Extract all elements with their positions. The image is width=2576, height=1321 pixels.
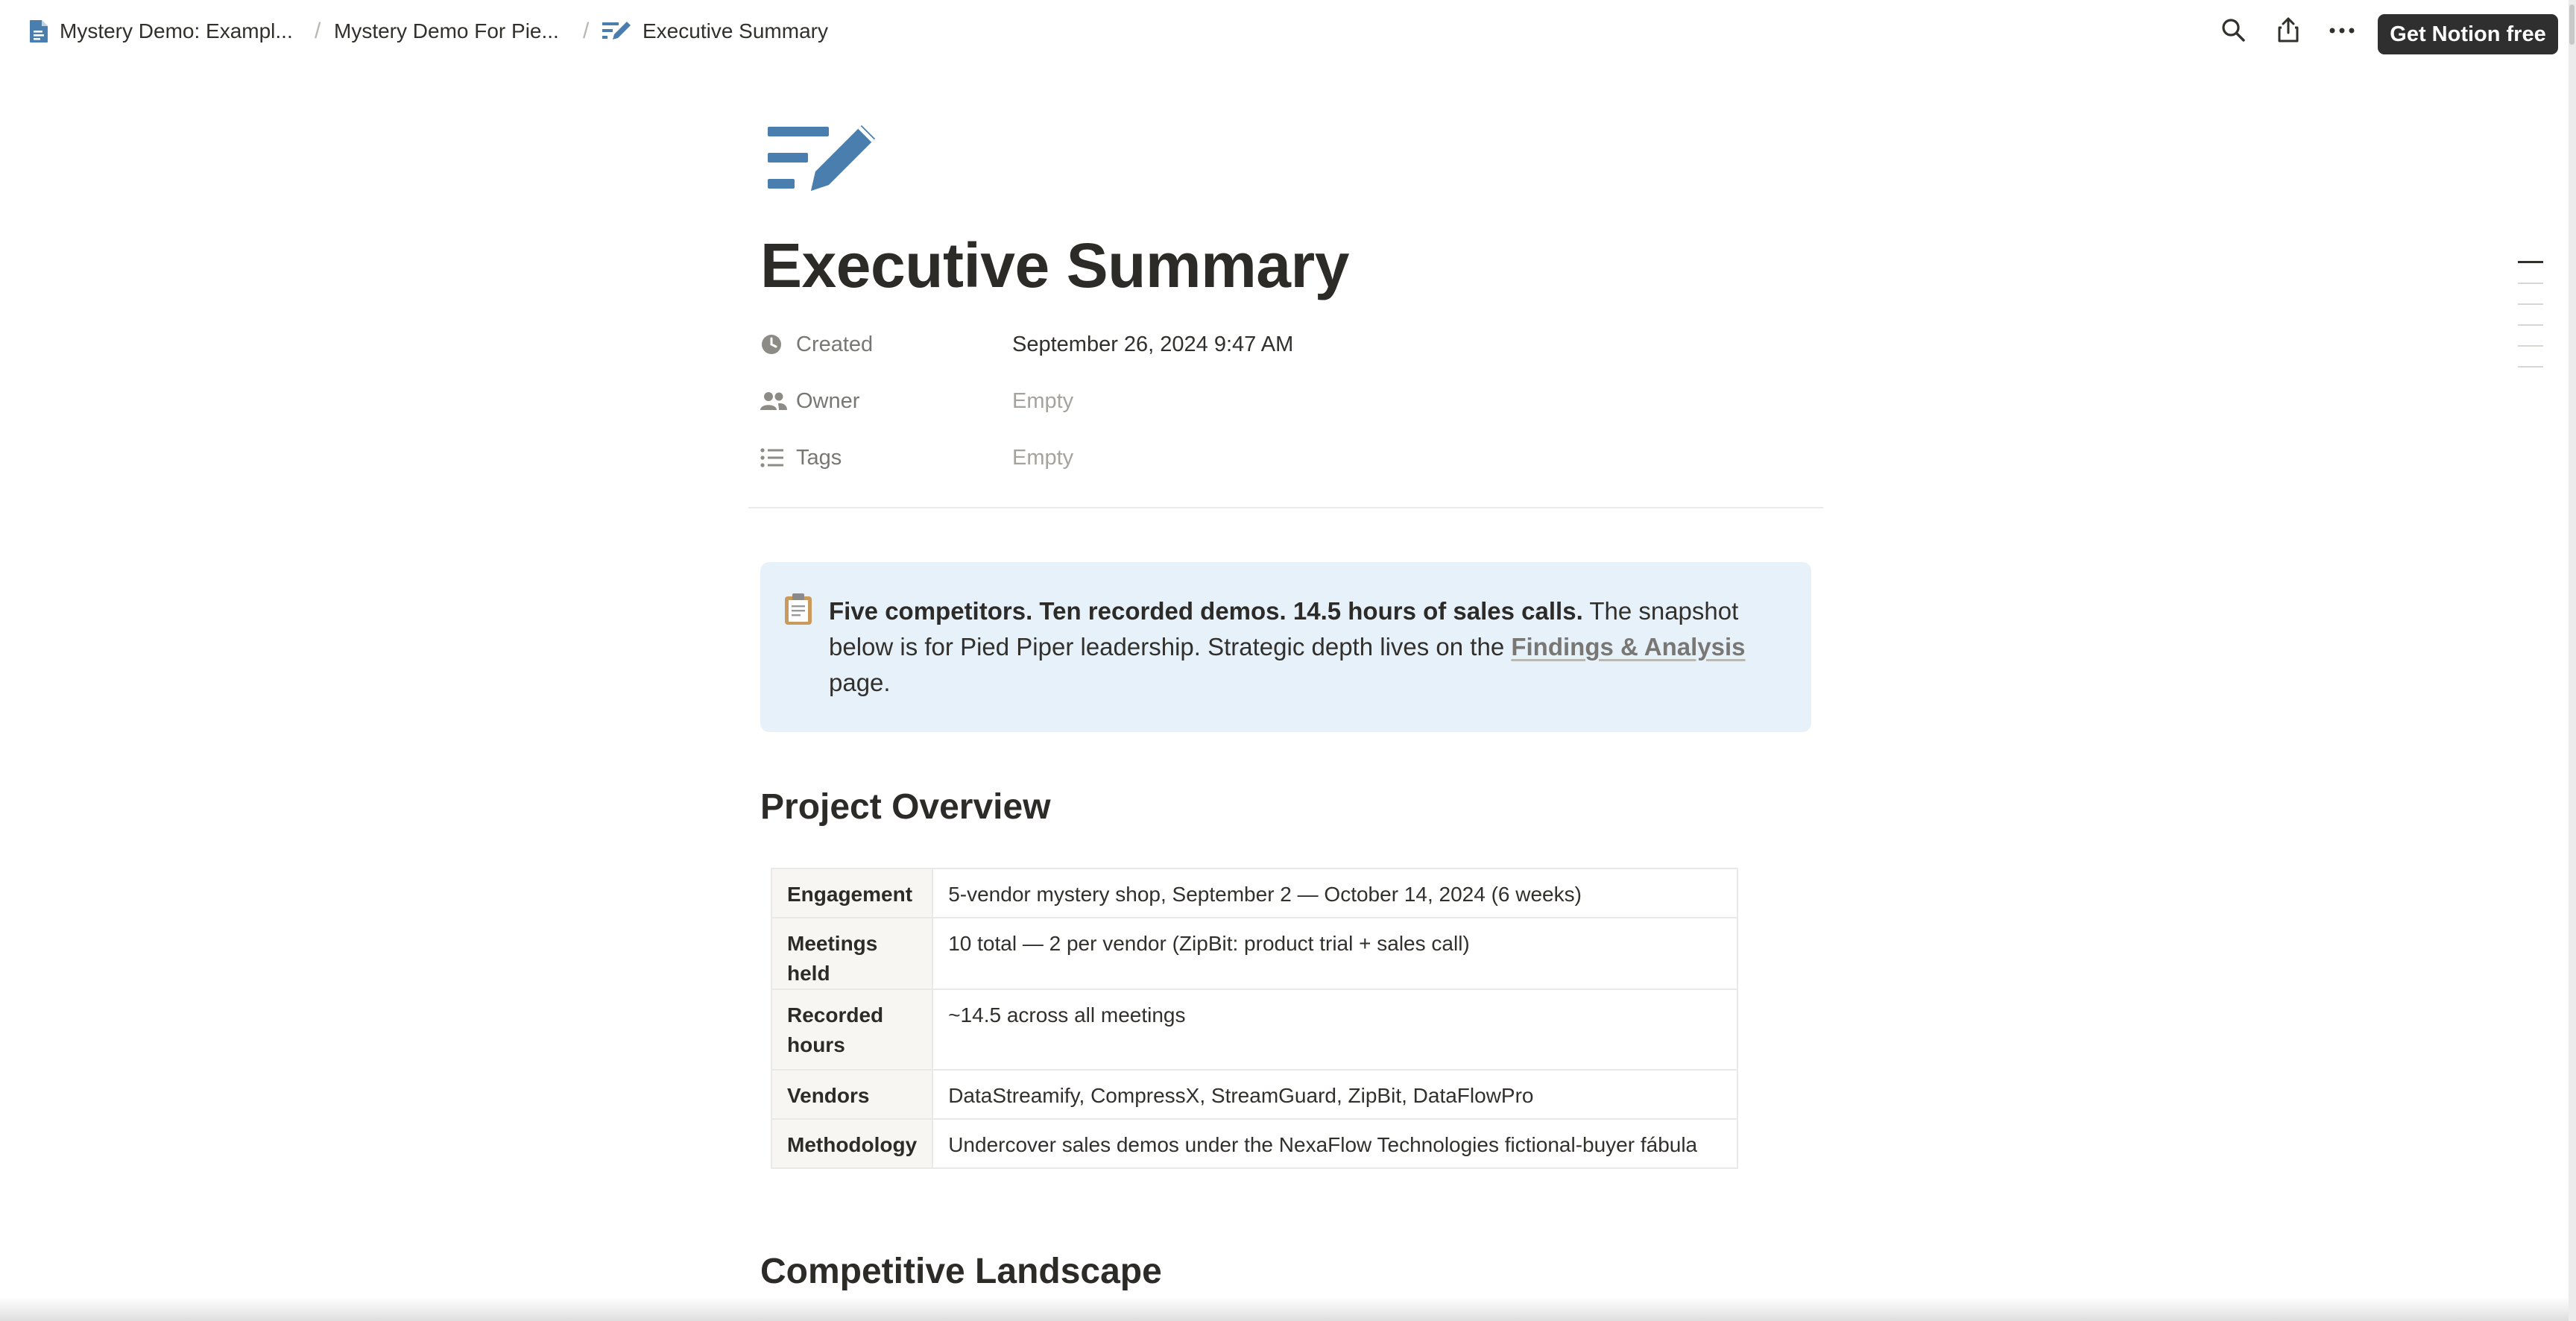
table-cell-value[interactable]: ~14.5 across all meetings [932, 989, 1737, 1070]
scrollbar[interactable] [2569, 0, 2576, 1321]
search-button[interactable] [2215, 13, 2251, 49]
write-icon [602, 20, 632, 42]
property-value[interactable]: September 26, 2024 9:47 AM [1012, 332, 1294, 356]
project-overview-table [771, 868, 1738, 1169]
callout-bold-text: Five competitors. Ten recorded demos. 14.5 hours of sales calls. [829, 597, 1583, 625]
more-button[interactable] [2324, 13, 2360, 49]
table-cell-key[interactable]: Recorded hours [771, 989, 932, 1070]
table-cell-key[interactable]: Vendors [771, 1070, 932, 1119]
breadcrumb-item-mystery-demo-examples[interactable] [28, 13, 293, 49]
properties-divider [748, 507, 1823, 508]
toc-marker[interactable] [2518, 345, 2543, 347]
property-name: Tags [796, 445, 842, 470]
clipboard-icon [783, 592, 814, 630]
write-icon [766, 186, 880, 198]
property-value[interactable]: Empty [1012, 445, 1074, 470]
table-cell-value[interactable]: 10 total — 2 per vendor (ZipBit: product trial + sales call) [932, 918, 1737, 989]
table-row [771, 918, 1737, 989]
toc-marker[interactable] [2518, 283, 2543, 284]
table-row [771, 1119, 1737, 1168]
get-notion-free-button[interactable]: Get Notion free [2378, 14, 2558, 54]
share-button[interactable] [2270, 13, 2306, 49]
toc-marker[interactable] [2518, 261, 2543, 263]
breadcrumb-label: Mystery Demo For Pie... [334, 19, 559, 42]
scrollbar-thumb[interactable] [2569, 4, 2575, 45]
breadcrumb-separator: / [583, 19, 590, 43]
page-icon[interactable] [766, 121, 880, 199]
breadcrumb-separator: / [315, 19, 321, 43]
breadcrumb-label: Mystery Demo: Exampl... [60, 19, 293, 42]
callout-block[interactable] [760, 562, 1811, 732]
table-row [771, 989, 1737, 1070]
list-icon [760, 447, 787, 468]
breadcrumb-label: Executive Summary [643, 19, 828, 42]
toc-marker[interactable] [2518, 324, 2543, 326]
findings-analysis-link[interactable]: Findings & Analysis [1511, 633, 1746, 660]
breadcrumb-item-mystery-demo-for-pied-piper[interactable] [334, 13, 559, 49]
table-cell-value[interactable]: 5-vendor mystery shop, September 2 — October 14, 2024 (6 weeks) [932, 868, 1737, 918]
table-of-contents-markers[interactable] [2518, 261, 2543, 387]
clock-icon [760, 333, 787, 356]
search-icon [2220, 16, 2247, 47]
heading-project-overview[interactable]: Project Overview [760, 787, 1051, 827]
table-row [771, 868, 1737, 918]
people-icon [760, 391, 787, 412]
share-icon [2276, 16, 2301, 47]
callout-body-text-end: page. [829, 669, 891, 696]
table-row [771, 1070, 1737, 1119]
property-tags[interactable] [760, 437, 1819, 479]
table-cell-value[interactable]: Undercover sales demos under the NexaFlow Technologies fictional-buyer fábula [932, 1119, 1737, 1168]
page-title[interactable]: Executive Summary [760, 230, 1349, 300]
table-cell-value[interactable]: DataStreamify, CompressX, StreamGuard, ZipBit, DataFlowPro [932, 1070, 1737, 1119]
breadcrumb-item-executive-summary[interactable] [602, 13, 828, 49]
property-created[interactable] [760, 324, 1819, 365]
toc-marker[interactable] [2518, 366, 2543, 368]
callout-body-text: The snapshot below is for Pied Piper leadership. Strategic depth lives on the [829, 597, 1739, 660]
property-value[interactable]: Empty [1012, 388, 1074, 413]
table-cell-key[interactable]: Engagement [771, 868, 932, 918]
top-bar [0, 0, 2576, 63]
bottom-edge-shadow [0, 1297, 2569, 1321]
property-name: Owner [796, 388, 860, 413]
document-icon [28, 19, 49, 43]
callout-text [829, 593, 1775, 701]
table-cell-key[interactable]: Methodology [771, 1119, 932, 1168]
more-icon [2329, 25, 2355, 38]
table-cell-key[interactable]: Meetings held [771, 918, 932, 989]
heading-competitive-landscape[interactable]: Competitive Landscape [760, 1252, 1162, 1291]
toc-marker[interactable] [2518, 303, 2543, 305]
property-owner[interactable] [760, 380, 1819, 422]
property-name: Created [796, 332, 874, 356]
